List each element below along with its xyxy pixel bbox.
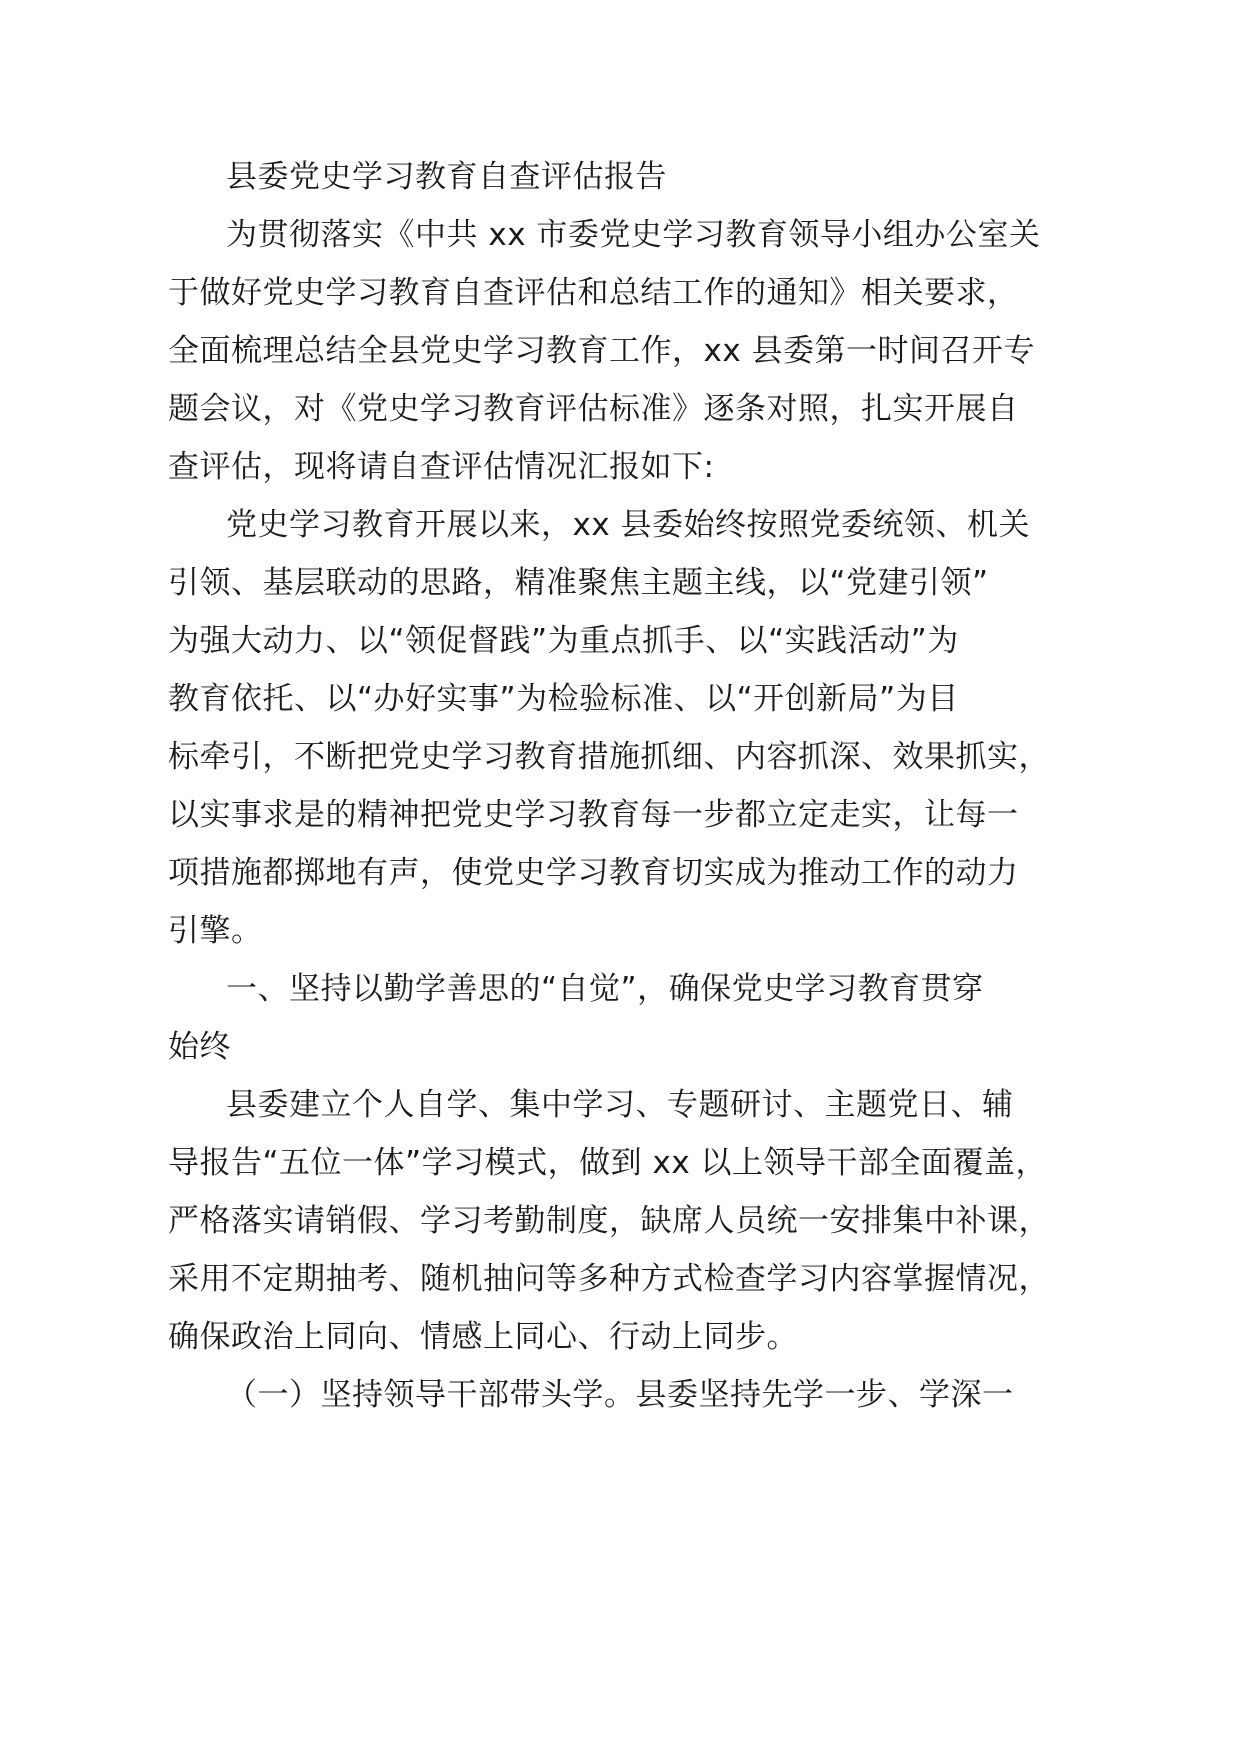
subsection-line: （一）坚持领导干部带头学。县委坚持先学一步、学深一 xyxy=(226,1377,1014,1413)
paragraph-line: 项措施都掷地有声，使党史学习教育切实成为推动工作的动力 xyxy=(168,855,1019,891)
paragraph-line: 采用不定期抽考、随机抽问等多种方式检查学习内容掌握情况， xyxy=(168,1261,1050,1297)
paragraph-line: 县委建立个人自学、集中学习、专题研讨、主题党日、辅 xyxy=(226,1087,1014,1123)
paragraph-line: 引擎。 xyxy=(168,913,263,949)
paragraph-line: 教育依托、以“办好实事”为检验标准、以“开创新局”为目 xyxy=(168,681,959,717)
section-heading-line: 始终 xyxy=(168,1029,231,1065)
paragraph-line: 党史学习教育开展以来，xx 县委始终按照党委统领、机关 xyxy=(226,507,1031,543)
paragraph-line: 为贯彻落实《中共 xx 市委党史学习教育领导小组办公室关 xyxy=(226,217,1041,253)
paragraph-line: 引领、基层联动的思路，精准聚焦主题主线，以“党建引领” xyxy=(168,565,989,601)
paragraph-line: 查评估，现将请自查评估情况汇报如下: xyxy=(168,449,715,485)
paragraph-line: 于做好党史学习教育自查评估和总结工作的通知》相关要求， xyxy=(168,275,1019,311)
paragraph-line: 严格落实请销假、学习考勤制度，缺席人员统一安排集中补课， xyxy=(168,1203,1050,1239)
paragraph-line: 标牵引，不断把党史学习教育措施抓细、内容抓深、效果抓实， xyxy=(168,739,1050,775)
paragraph-line: 确保政治上同向、情感上同心、行动上同步。 xyxy=(168,1319,798,1355)
paragraph-line: 题会议，对《党史学习教育评估标准》逐条对照，扎实开展自 xyxy=(168,391,1019,427)
paragraph-line: 全面梳理总结全县党史学习教育工作，xx 县委第一时间召开专 xyxy=(168,333,1036,369)
document-title: 县委党史学习教育自查评估报告 xyxy=(226,159,667,195)
section-heading-line: 一、坚持以勤学善思的“自觉”，确保党史学习教育贯穿 xyxy=(226,971,984,1007)
paragraph-line: 以实事求是的精神把党史学习教育每一步都立定走实，让每一 xyxy=(168,797,1019,833)
paragraph-line: 导报告“五位一体”学习模式，做到 xx 以上领导干部全面覆盖， xyxy=(168,1145,1048,1181)
paragraph-line: 为强大动力、以“领促督践”为重点抓手、以“实践活动”为 xyxy=(168,623,959,659)
